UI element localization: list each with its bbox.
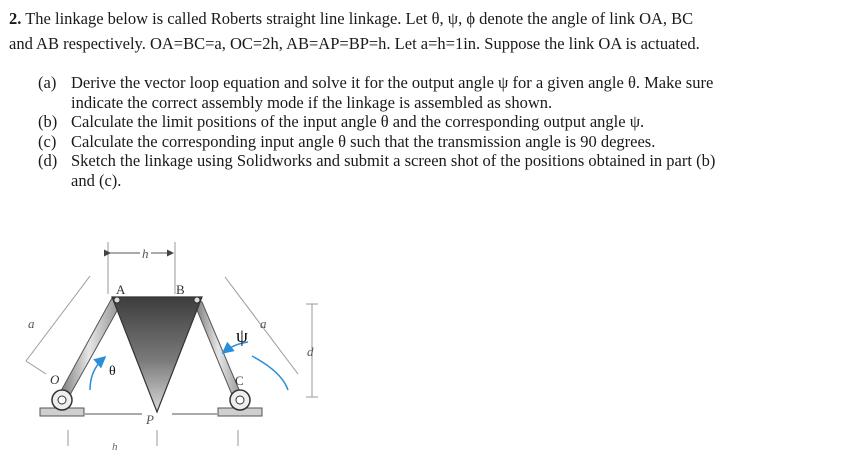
part-c: [38, 132, 828, 152]
part-label: (b): [38, 112, 58, 131]
link-BC: [192, 298, 245, 404]
part-text: [71, 151, 828, 190]
part-text: Calculate the corresponding input angle θ such that the transmission angle is 90 degrees.: [71, 131, 656, 151]
part-a: [38, 73, 828, 112]
roberts-linkage-figure: [20, 232, 350, 450]
label-a-left: a: [28, 316, 35, 331]
parts-list: [38, 73, 828, 190]
part-text: [71, 73, 828, 112]
problem-number: 2.: [9, 9, 22, 28]
label-d: d: [307, 344, 314, 359]
part-label: (d): [38, 151, 58, 170]
part-b: [38, 112, 828, 132]
part-text-line: and (c).: [71, 170, 122, 190]
coupler-triangle: [112, 297, 202, 412]
label-h-bottom: h: [112, 441, 118, 450]
label-psi: ψ: [236, 326, 248, 347]
part-text: Calculate the limit positions of the input angle θ and the corresponding output angle ψ.: [71, 112, 645, 131]
problem-line-2: and AB respectively. OA=BC=a, OC=2h, AB=AP=BP=h. Let a=h=1in. Suppose the link OA is actuated.: [9, 34, 700, 53]
problem-line-1: [9, 6, 829, 31]
label-P: P: [146, 412, 154, 427]
theta-arrow: [90, 358, 104, 390]
problem-statement: [9, 6, 829, 56]
label-O: O: [50, 372, 60, 387]
ground-pivot-O: [40, 390, 84, 416]
label-C: C: [235, 373, 244, 388]
label-h-top: h: [142, 246, 149, 261]
part-text-line: indicate the correct assembly mode if the linkage is assembled as shown.: [71, 92, 553, 112]
part-label: (a): [38, 73, 57, 92]
problem-text-1: The linkage below is called Roberts straight line linkage. Let θ, ψ, ϕ denote the angle of link OA, BC: [25, 9, 694, 28]
ground-pivot-C: [218, 390, 262, 416]
label-a-right: a: [260, 316, 267, 331]
label-theta: θ: [109, 364, 116, 379]
label-A: A: [116, 282, 126, 297]
label-B: B: [176, 282, 185, 297]
link-OA: [56, 298, 122, 402]
dimension-d: [306, 304, 318, 397]
part-label: (c): [38, 131, 57, 151]
part-text-line: Derive the vector loop equation and solve it for the output angle ψ for a given angle θ. Make sure: [71, 73, 714, 92]
psi-arc: [252, 356, 288, 390]
part-text-line: Sketch the linkage using Solidworks and submit a screen shot of the positions obtained in part (b): [71, 151, 716, 170]
part-d: [38, 151, 828, 190]
